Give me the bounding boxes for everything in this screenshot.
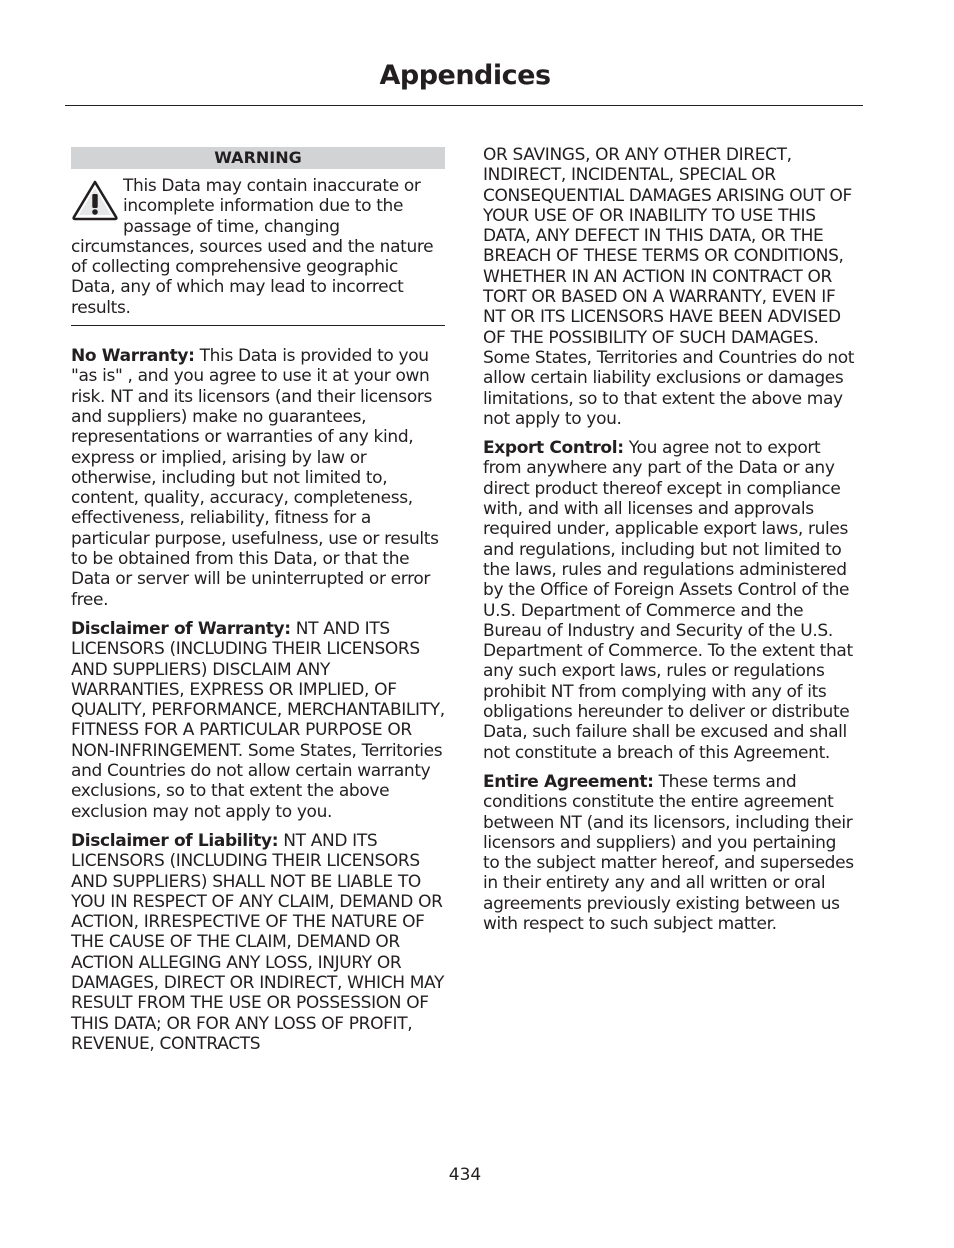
- warning-body: [71, 169, 445, 326]
- disclaimer-liability-text: NT AND ITS LICENSORS (INCLUDING THEIR LICENSORS AND SUPPLIERS) SHALL NOT BE LIABLE TO YOU IN RESPECT OF ANY CLAIM, DEMAND OR ACTION, IRRESPECTIVE OF THE NATURE OF THE CAUSE OF THE CLAIM, DEMAND OR ACTION ALLEGING ANY LOSS, INJURY OR DAMAGES, DIRECT OR INDIRECT, WHICH MAY RESULT FROM THE USE OR POSSESSION OF THIS DATA; OR FOR ANY LOSS OF PROFIT, REVENUE, CONTRACTS: [71, 830, 445, 1054]
- no-warranty-term: No Warranty:: [71, 346, 195, 367]
- disclaimer-warranty-term: Disclaimer of Warranty:: [71, 618, 291, 639]
- export-control-term: Export Control:: [483, 438, 624, 459]
- disclaimer-liability-term: Disclaimer of Liability:: [71, 830, 279, 851]
- title-divider: [65, 105, 863, 106]
- no-warranty-paragraph: [71, 346, 445, 610]
- disclaimer-liability-paragraph: [71, 831, 445, 1054]
- export-control-paragraph: [483, 438, 857, 763]
- page-number: 434: [448, 1165, 482, 1185]
- warning-text: This Data may contain inaccurate or incomplete information due to the passage of time, changing circumstances, sources used and the nature of collecting comprehensive geographic Data, any of which may lead to incorrect results.: [71, 176, 434, 318]
- entire-agreement-term: Entire Agreement:: [483, 771, 654, 792]
- warning-triangle-icon: [71, 179, 119, 221]
- no-warranty-text: This Data is provided to you "as is" , and you agree to use it at your own risk. NT and its licensors (and their licensors and suppliers) make no guarantees, representations or warranties of any kind, express or implied, arising by law or otherwise, including but not limited to, content, quality, accuracy, completeness, effectiveness, reliability, fitness for a particular purpose, usefulness, use or results to be obtained from this Data, or that the Data or server will be uninterrupted or error free.: [71, 346, 439, 610]
- warning-header: WARNING: [71, 147, 445, 169]
- warning-box: [71, 147, 445, 326]
- right-column: [483, 145, 857, 943]
- entire-agreement-paragraph: [483, 772, 857, 934]
- disclaimer-liability-continued: OR SAVINGS, OR ANY OTHER DIRECT, INDIRECT, INCIDENTAL, SPECIAL OR CONSEQUENTIAL DAMAGES ARISING OUT OF YOUR USE OF OR INABILITY TO USE THIS DATA, ANY DEFECT IN THIS DATA, OR THE BREACH OF THESE TERMS OR CONDITIONS, WHETHER IN AN ACTION IN CONTRACT OR TORT OR BASED ON A WARRANTY, EVEN IF NT OR ITS LICENSORS HAVE BEEN ADVISED OF THE POSSIBILITY OF SUCH DAMAGES. Some States, Territories and Countries do not allow certain liability exclusions or damages limitations, so to that extent the above may not apply to you.: [483, 145, 855, 429]
- disclaimer-warranty-text: NT AND ITS LICENSORS (INCLUDING THEIR LICENSORS AND SUPPLIERS) DISCLAIM ANY WARRANTIES, EXPRESS OR IMPLIED, OF QUALITY, PERFORMANCE, MERCHANTABILITY, FITNESS FOR A PARTICULAR PURPOSE OR NON-INFRINGEMENT. Some States, Territories and Countries do not allow certain warranty exclusions, so to that extent the above exclusion may not apply to you.: [71, 618, 445, 822]
- disclaimer-warranty-paragraph: [71, 619, 445, 822]
- export-control-text: You agree not to export from anywhere any part of the Data or any direct product thereof except in compliance with, and with all licenses and approvals required under, applicable export laws, rules and regulations, including but not limited to the laws, rules and regulations administered by the Office of Foreign Assets Control of the U.S. Department of Commerce and the Bureau of Industry and Security of the U.S. Department of Commerce. To the extent that any such export laws, rules or regulations prohibit NT from complying with any of its obligations hereunder to deliver or distribute Data, such failure shall be excused and shall not constitute a breach of this Agreement.: [483, 438, 853, 763]
- left-column: [71, 143, 445, 1063]
- entire-agreement-text: These terms and conditions constitute the entire agreement between NT (and its licensors, including their licensors and suppliers) and you pertaining to the subject matter hereof, and supersedes in their entirety any and all written or oral agreements previously existing between us with respect to such subject matter.: [483, 771, 854, 934]
- page-title: Appendices: [379, 60, 551, 91]
